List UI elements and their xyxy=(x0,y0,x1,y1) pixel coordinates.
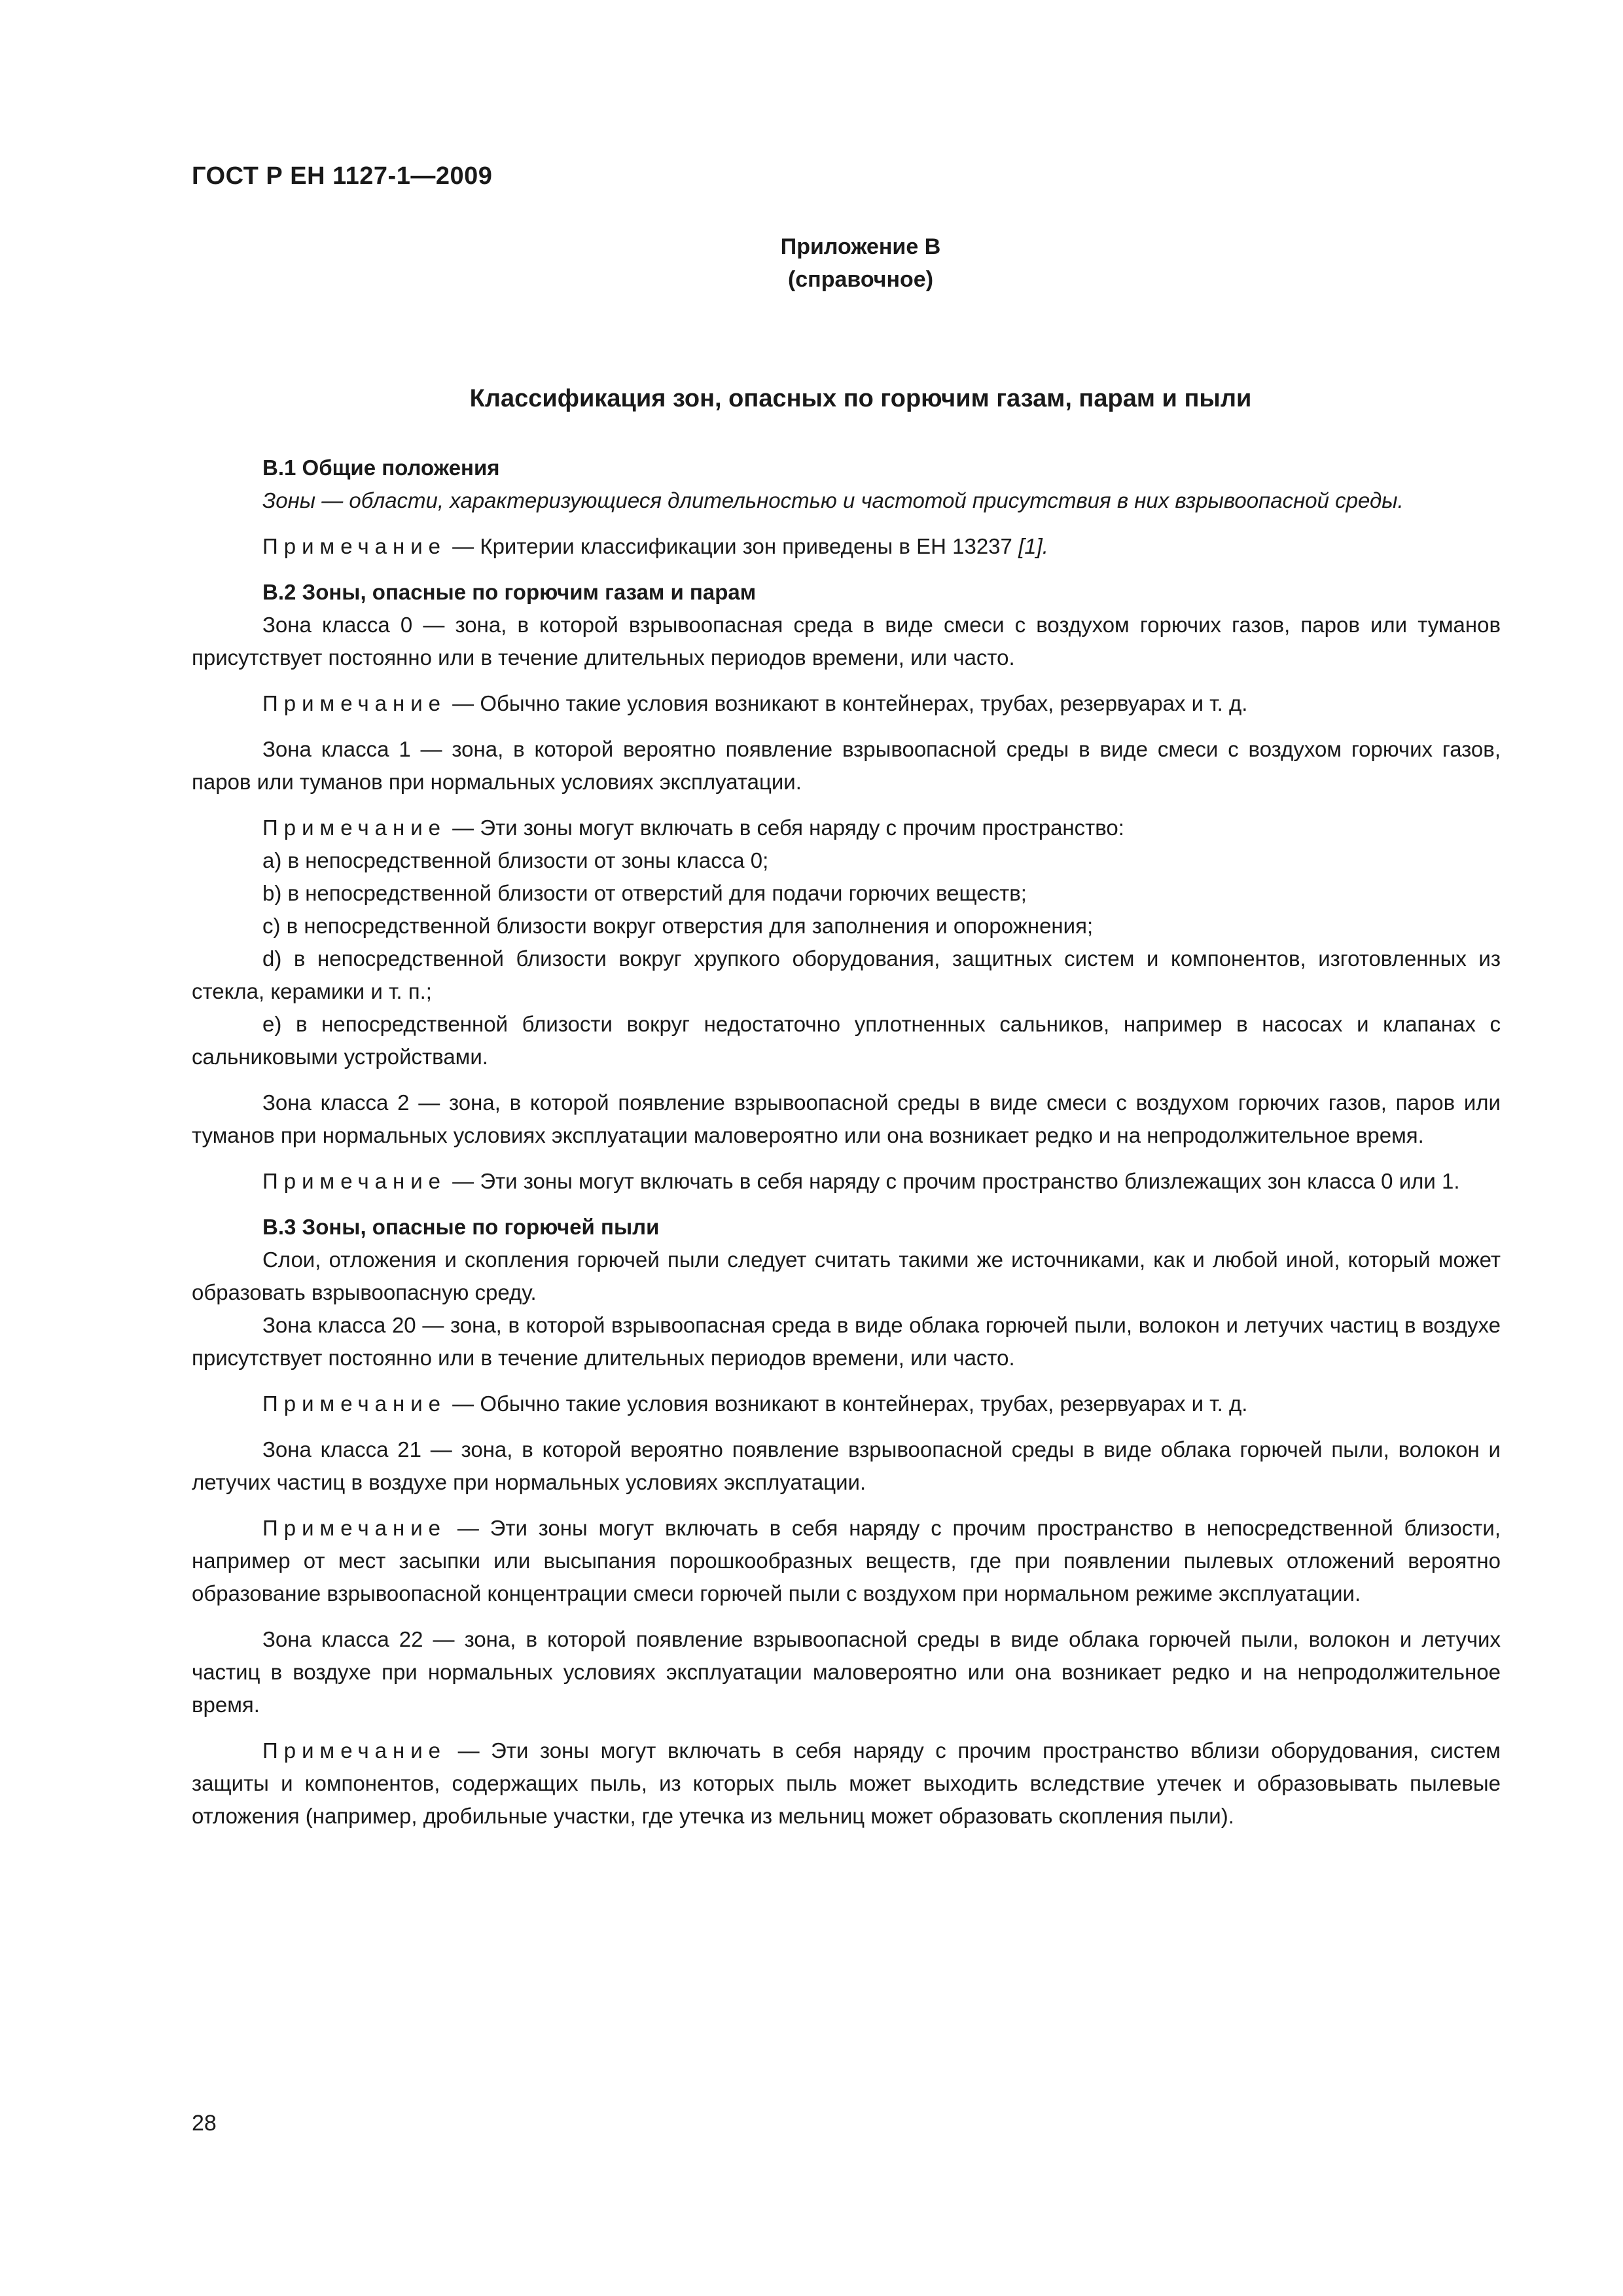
annex-content xyxy=(192,452,1501,1833)
note-text: — Обычно такие условия возникают в контейнерах, трубах, резервуарах и т. д. xyxy=(446,691,1248,715)
paragraph-zone-22: Зона класса 22 — зона, в которой появление взрывоопасной среды в виде облака горючей пыли, волокон и летучих частиц в воздухе при нормальных условиях эксплуатации маловероятно или она возникает редко и на непродолжительное время. xyxy=(192,1627,1501,1717)
paragraph-zone-20: Зона класса 20 — зона, в которой взрывоопасная среда в виде облака горючей пыли, волокон и летучих частиц в воздухе присутствует постоянно или в течение длительных периодов времени, или часто. xyxy=(192,1313,1501,1370)
note-text: — Эти зоны могут включать в себя наряду с прочим пространство вблизи оборудования, систем защиты и компонентов, содержащих пыль, из которых пыль может выходить вследствие утечек и образовывать пылевые отложения (например, дробильные участки, где утечка из мельниц может образовать скопления пыли). xyxy=(192,1738,1501,1828)
note-lead: Примечание xyxy=(262,691,447,715)
note-b1 xyxy=(192,530,1501,563)
note-lead: Примечание xyxy=(262,1169,447,1193)
list-item: a) в непосредственной близости от зоны класса 0; xyxy=(262,848,769,872)
note-zone-22 xyxy=(192,1734,1501,1833)
paragraph-dust-intro: Слои, отложения и скопления горючей пыли следует считать такими же источниками, как и любой иной, который может образовать взрывоопасную среду. xyxy=(192,1247,1501,1304)
paragraph-zone-2: Зона класса 2 — зона, в которой появление взрывоопасной среды в виде смеси с воздухом горючих газов, паров или туманов при нормальных условиях эксплуатации маловероятно или она возникает редко и на непродолжительное время. xyxy=(192,1090,1501,1147)
note-lead: Примечание xyxy=(262,1391,447,1416)
annex-title: Классификация зон, опасных по горючим газам, парам и пыли xyxy=(469,385,1252,412)
section-heading-b1: В.1 Общие положения xyxy=(262,456,500,480)
note-text: — Критерии классификации зон приведены в ЕН 13237 xyxy=(446,534,1019,558)
note-lead: Примечание xyxy=(262,1738,447,1763)
paragraph-zone-1: Зона класса 1 — зона, в которой вероятно появление взрывоопасной среды в виде смеси с воздухом горючих газов, паров или туманов при нормальных условиях эксплуатации. xyxy=(192,737,1501,794)
annex-header xyxy=(0,230,1623,296)
note-zone-0 xyxy=(192,687,1501,720)
note-text: — Эти зоны могут включать в себя наряду с прочим пространство в непосредственной близости, например от мест засыпки или высыпания порошкообразных веществ, где при появлении пылевых отложений вероятно образование взрывоопасной концентрации смеси горючей пыли с воздухом при нормальном режиме эксплуатации. xyxy=(192,1516,1501,1605)
note-text: — Эти зоны могут включать в себя наряду с прочим пространство: xyxy=(446,816,1124,840)
document-id: ГОСТ Р ЕН 1127-1—2009 xyxy=(192,162,493,190)
page-number: 28 xyxy=(192,2111,217,2136)
annex-label: Приложение В xyxy=(780,234,941,259)
note-zone-1 xyxy=(192,812,1501,844)
note-lead: Примечание xyxy=(262,1516,447,1540)
paragraph-definition: Зоны — области, характеризующиеся длительностью и частотой присутствия в них взрывоопасной среды. xyxy=(262,488,1404,512)
note-text: — Эти зоны могут включать в себя наряду с прочим пространство близлежащих зон класса 0 или 1. xyxy=(446,1169,1460,1193)
paragraph-zone-21: Зона класса 21 — зона, в которой вероятно появление взрывоопасной среды в виде облака горючей пыли, волокон и летучих частиц в воздухе при нормальных условиях эксплуатации. xyxy=(192,1437,1501,1494)
note-zone-21 xyxy=(192,1512,1501,1610)
section-heading-b2: В.2 Зоны, опасные по горючим газам и парам xyxy=(262,580,757,604)
note-zone-2 xyxy=(192,1165,1501,1198)
list-item: c) в непосредственной близости вокруг отверстия для заполнения и опорожнения; xyxy=(262,914,1094,938)
list-item: e) в непосредственной близости вокруг недостаточно уплотненных сальников, например в насосах и клапанах с сальниковыми устройствами. xyxy=(192,1012,1501,1069)
paragraph-zone-0: Зона класса 0 — зона, в которой взрывоопасная среда в виде смеси с воздухом горючих газов, паров или туманов присутствует постоянно или в течение длительных периодов времени, или часто. xyxy=(192,613,1501,670)
note-lead: Примечание xyxy=(262,534,447,558)
note-text: — Обычно такие условия возникают в контейнерах, трубах, резервуарах и т. д. xyxy=(446,1391,1248,1416)
note-lead: Примечание xyxy=(262,816,447,840)
annex-type: (справочное) xyxy=(787,267,934,292)
section-heading-b3: В.3 Зоны, опасные по горючей пыли xyxy=(262,1215,660,1239)
note-zone-20 xyxy=(192,1388,1501,1420)
list-item: d) в непосредственной близости вокруг хрупкого оборудования, защитных систем и компонентов, изготовленных из стекла, керамики и т. п.; xyxy=(192,946,1501,1003)
list-item: b) в непосредственной близости от отверстий для подачи горючих веществ; xyxy=(262,881,1027,905)
note-reference: [1]. xyxy=(1018,534,1048,558)
